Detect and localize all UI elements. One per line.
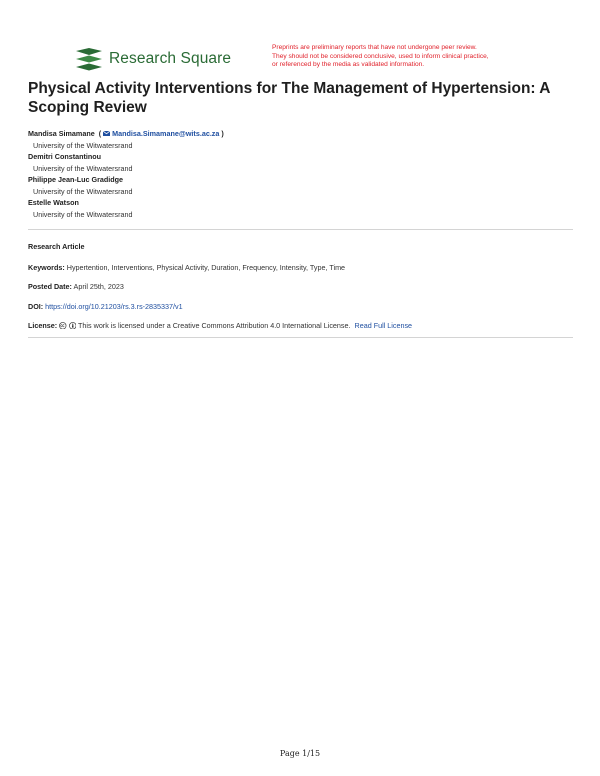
author-name: Mandisa Simamane <box>28 129 95 138</box>
read-full-license-link[interactable]: Read Full License <box>354 321 413 330</box>
divider <box>28 337 573 338</box>
divider <box>28 229 573 230</box>
paper-title: Physical Activity Interventions for The Management of Hypertension: A Scoping Review <box>28 80 550 116</box>
keywords-label: Keywords: <box>28 263 65 272</box>
author-affiliation: University of the Witwatersrand <box>33 209 133 219</box>
research-square-logo <box>75 47 231 71</box>
author-email-group <box>97 129 224 138</box>
author-name: Philippe Jean-Luc Gradidge <box>28 175 124 184</box>
notice-line: They should not be considered conclusive, used to inform clinical practice, <box>272 52 489 60</box>
keywords-value: Hypertention, Interventions, Physical Activity, Duration, Frequency, Intensity, Type, Time <box>66 263 346 272</box>
creative-commons-icon <box>59 322 67 330</box>
posted-date-row <box>28 282 573 292</box>
mail-icon <box>103 131 110 136</box>
author-list <box>28 128 573 220</box>
article-type <box>28 242 573 252</box>
author-email-link[interactable]: Mandisa.Simamane@wits.ac.za <box>112 129 220 138</box>
license-row <box>28 321 573 331</box>
license-label: License: <box>28 321 58 330</box>
posted-date-value: April 25th, 2023 <box>73 282 124 291</box>
research-square-logo-icon <box>75 47 103 71</box>
author-name: Demitri Constantinou <box>28 152 102 161</box>
preprint-notice <box>272 44 552 70</box>
doi-row <box>28 302 573 312</box>
notice-line: or referenced by the media as validated information. <box>272 61 425 69</box>
author-affiliation: University of the Witwatersrand <box>33 186 133 196</box>
license-text: This work is licensed under a Creative Commons Attribution 4.0 International License. <box>78 321 351 330</box>
page-number: Page 1/15 <box>279 749 321 758</box>
email-open-paren: ( <box>98 129 102 138</box>
email-close-paren: ) <box>221 129 224 138</box>
posted-date-label: Posted Date: <box>28 282 72 291</box>
author-affiliation: University of the Witwatersrand <box>33 140 133 150</box>
keywords-row <box>28 263 573 273</box>
article-type-value: Research Article <box>28 242 85 251</box>
author-name: Estelle Watson <box>28 198 79 207</box>
author-affiliation: University of the Witwatersrand <box>33 163 133 173</box>
attribution-icon <box>69 322 77 330</box>
notice-line: Preprints are preliminary reports that have not undergone peer review. <box>272 44 477 51</box>
logo-text: Research Square <box>109 50 232 67</box>
author-entry <box>28 128 573 140</box>
doi-link[interactable]: https://doi.org/10.21203/rs.3.rs-2835337/v1 <box>45 302 183 311</box>
doi-label: DOI: <box>28 302 44 311</box>
